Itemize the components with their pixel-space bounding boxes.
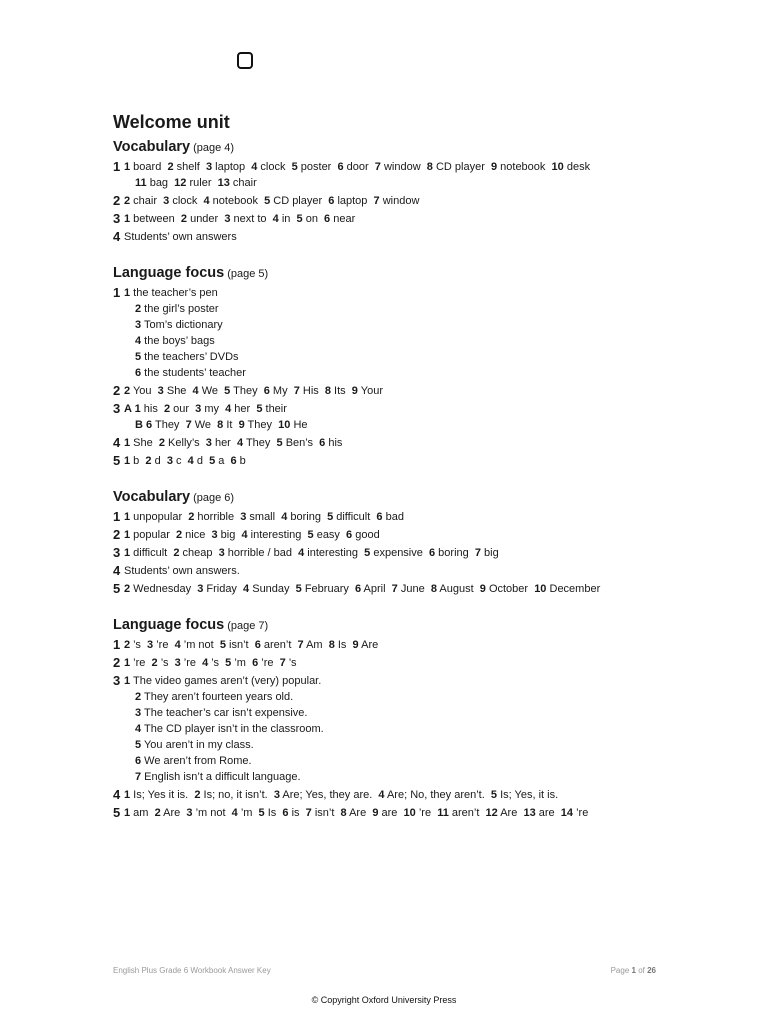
section-title xyxy=(113,263,673,284)
exercise-answers xyxy=(124,673,673,785)
page-reference: (page 6) xyxy=(193,492,235,504)
section-title-text: Language focus xyxy=(113,617,225,633)
answer-line: 2 They aren’t fourteen years old. xyxy=(135,691,294,703)
answer-line: 1 popular 2 nice 3 big 4 interesting 5 easy 6 good xyxy=(124,529,380,541)
exercise xyxy=(113,211,673,227)
footer-book-title: English Plus Grade 6 Workbook Answer Key xyxy=(113,966,271,975)
exercise xyxy=(113,383,673,399)
exercise-number: 1 xyxy=(113,509,121,524)
answer-line: 1 board 2 shelf 3 laptop 4 clock 5 poster 6 door 7 window 8 CD player 9 notebook 10 desk xyxy=(124,161,591,173)
exercise xyxy=(113,193,673,209)
answer-line: 5 You aren’t in my class. xyxy=(135,739,254,751)
sections xyxy=(113,137,673,821)
page-of: of xyxy=(638,966,645,975)
page-reference: (page 4) xyxy=(193,142,235,154)
answer-line: 11 bag 12 ruler 13 chair xyxy=(135,177,257,189)
exercise-answers xyxy=(124,563,673,579)
exercise xyxy=(113,545,673,561)
exercise-number: 3 xyxy=(113,673,121,688)
answer-line: 5 the teachers’ DVDs xyxy=(135,351,239,363)
answer-line: 1 ’re 2 ’s 3 ’re 4 ’s 5 ’m 6 ’re 7 ’s xyxy=(124,657,297,669)
answer-line: 4 the boys’ bags xyxy=(135,335,215,347)
section-title-text: Language focus xyxy=(113,265,225,281)
unit-title: Welcome unit xyxy=(113,112,230,132)
page-reference: (page 7) xyxy=(227,620,269,632)
section xyxy=(113,615,673,821)
exercise xyxy=(113,563,673,579)
answer-line: 1 between 2 under 3 next to 4 in 5 on 6 near xyxy=(124,213,356,225)
exercise-number: 3 xyxy=(113,545,121,560)
exercise-number: 4 xyxy=(113,787,121,802)
exercise-answers xyxy=(124,581,673,597)
exercise-answers xyxy=(124,159,673,191)
exercise xyxy=(113,673,673,785)
answer-line: 4 The CD player isn’t in the classroom. xyxy=(135,723,324,735)
answer-line: 1 b 2 d 3 c 4 d 5 a 6 b xyxy=(124,455,246,467)
answer-line: B 6 They 7 We 8 It 9 They 10 He xyxy=(135,419,308,431)
answer-line: 1 am 2 Are 3 ’m not 4 ’m 5 Is 6 is 7 isn’t 8 Are 9 are 10 ’re 11 aren’t 12 Are 13 are 14 ’re xyxy=(124,807,589,819)
exercise-number: 5 xyxy=(113,581,121,596)
page-total: 26 xyxy=(647,966,656,975)
answer-line: 1 difficult 2 cheap 3 horrible / bad 4 interesting 5 expensive 6 boring 7 big xyxy=(124,547,499,559)
answer-line: 3 Tom’s dictionary xyxy=(135,319,223,331)
exercise-number: 4 xyxy=(113,229,121,244)
answer-line: 2 Wednesday 3 Friday 4 Sunday 5 February 6 April 7 June 8 August 9 October 10 December xyxy=(124,583,601,595)
exercise xyxy=(113,581,673,597)
section xyxy=(113,487,673,597)
exercise-answers xyxy=(124,805,673,821)
exercise-number: 2 xyxy=(113,193,121,208)
exercise-answers xyxy=(124,637,673,653)
section xyxy=(113,137,673,245)
exercise-number: 1 xyxy=(113,285,121,300)
exercise-number: 2 xyxy=(113,527,121,542)
answer-line: 1 unpopular 2 horrible 3 small 4 boring 5 difficult 6 bad xyxy=(124,511,404,523)
exercise-number: 5 xyxy=(113,805,121,820)
exercise xyxy=(113,655,673,671)
exercise-answers xyxy=(124,285,673,381)
section-title-text: Vocabulary xyxy=(113,489,191,505)
exercise xyxy=(113,435,673,451)
exercise xyxy=(113,453,673,469)
answer-line: 3 The teacher’s car isn’t expensive. xyxy=(135,707,308,719)
checkbox-icon xyxy=(237,52,253,69)
exercise xyxy=(113,401,673,433)
exercise-answers xyxy=(124,435,673,451)
section-title xyxy=(113,615,673,636)
exercise-number: 1 xyxy=(113,159,121,174)
exercise xyxy=(113,229,673,245)
answer-line: 2 You 3 She 4 We 5 They 6 My 7 His 8 Its 9 Your xyxy=(124,385,383,397)
page-word: Page xyxy=(610,966,630,975)
exercise-answers xyxy=(124,229,673,245)
exercise-number: 1 xyxy=(113,637,121,652)
section-title xyxy=(113,137,673,158)
exercise-number: 4 xyxy=(113,435,121,450)
exercise xyxy=(113,285,673,381)
exercise-answers xyxy=(124,509,673,525)
exercise xyxy=(113,787,673,803)
section xyxy=(113,263,673,469)
answer-key-content xyxy=(113,110,673,839)
exercise-answers xyxy=(124,787,673,803)
footer-page-number xyxy=(611,966,656,975)
answer-line: 2 the girl’s poster xyxy=(135,303,219,315)
page-current: 1 xyxy=(631,966,636,975)
section-title xyxy=(113,487,673,508)
page-reference: (page 5) xyxy=(227,268,269,280)
answer-line: 6 the students’ teacher xyxy=(135,367,246,379)
answer-line: 2 chair 3 clock 4 notebook 5 CD player 6 laptop 7 window xyxy=(124,195,420,207)
exercise-number: 4 xyxy=(113,563,121,578)
exercise-answers xyxy=(124,655,673,671)
answer-line: 2 ’s 3 ’re 4 ’m not 5 isn’t 6 aren’t 7 Am 8 Is 9 Are xyxy=(124,639,379,651)
exercise-answers xyxy=(124,453,673,469)
answer-line: Students’ own answers xyxy=(124,231,237,243)
exercise-number: 2 xyxy=(113,655,121,670)
answer-line: 7 English isn’t a difficult language. xyxy=(135,771,301,783)
exercise-number: 3 xyxy=(113,401,121,416)
exercise-answers xyxy=(124,211,673,227)
answer-line: 1 The video games aren’t (very) popular. xyxy=(124,675,322,687)
exercise-answers xyxy=(124,401,673,433)
answer-line: 1 the teacher’s pen xyxy=(124,287,218,299)
exercise xyxy=(113,805,673,821)
answer-line: 6 We aren’t from Rome. xyxy=(135,755,252,767)
answer-line: A 1 his 2 our 3 my 4 her 5 their xyxy=(124,403,287,415)
copyright-notice: © Copyright Oxford University Press xyxy=(311,995,457,1005)
exercise-answers xyxy=(124,383,673,399)
answer-line: 1 She 2 Kelly’s 3 her 4 They 5 Ben’s 6 his xyxy=(124,437,343,449)
exercise-answers xyxy=(124,193,673,209)
answer-line: Students’ own answers. xyxy=(124,565,240,577)
exercise xyxy=(113,509,673,525)
exercise-number: 3 xyxy=(113,211,121,226)
exercise-number: 2 xyxy=(113,383,121,398)
answer-line: 1 Is; Yes it is. 2 Is; no, it isn’t. 3 Are; Yes, they are. 4 Are; No, they aren’t. 5 Is; Yes, it is. xyxy=(124,789,559,801)
exercise-number: 5 xyxy=(113,453,121,468)
exercise-answers xyxy=(124,527,673,543)
exercise xyxy=(113,159,673,191)
section-title-text: Vocabulary xyxy=(113,139,191,155)
exercise-answers xyxy=(124,545,673,561)
exercise xyxy=(113,527,673,543)
exercise xyxy=(113,637,673,653)
